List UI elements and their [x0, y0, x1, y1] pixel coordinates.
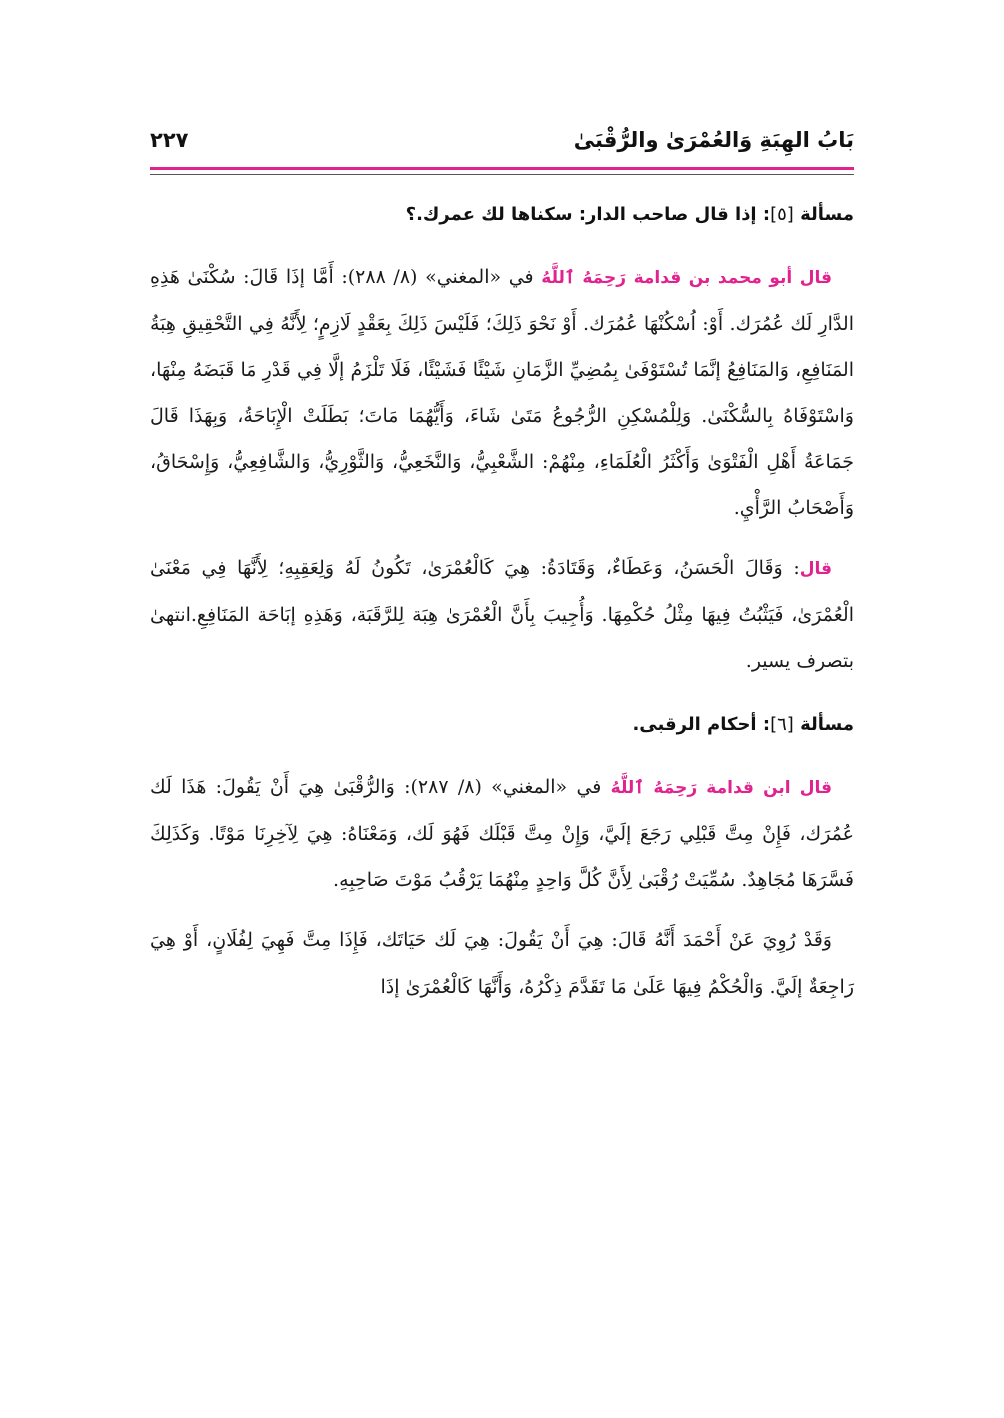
paragraph [150, 764, 854, 903]
paragraph-text: وَقَدْ رُوِيَ عَنْ أَحْمَدَ أَنَّهُ قَالَ: هِيَ أَنْ يَقُولَ: هِيَ لَك حَيَاتَك، فَإِذَا مِتَّ فَهِيَ لِفُلَانٍ، أَوْ هِيَ رَاجِعَةٌ إلَيَّ. وَالْحُكْمُ فِيهَا عَلَىٰ مَا تَقَدَّمَ ذِكْرُهُ، وَأَنَّهَا كَالْعُمْرَىٰ إذَا [150, 929, 854, 998]
question-heading-6 [150, 710, 854, 740]
page-number: ٢٢٧ [150, 128, 189, 152]
paragraph-text: : وَقَالَ الْحَسَنُ، وَعَطَاءٌ، وَقَتَادَةُ: هِيَ كَالْعُمْرَىٰ، تَكُونُ لَهُ وَلِعَقِبِهِ؛ لِأَنَّهَا فِي مَعْنَىٰ الْعُمْرَىٰ، فَيَثْبُتُ فِيهَا مِثْلُ حُكْمِهَا. وَأُجِيبَ بِأَنَّ الْعُمْرَىٰ هِبَة لِلرَّقَبَة، وَهَذِهِ إبَاحَة المَنَافِعِ.انتهىٰ بتصرف يسير. [150, 557, 854, 672]
heading-number: [٦] [770, 714, 794, 735]
question-heading-5 [150, 200, 854, 230]
heading-label: مسألة [800, 714, 854, 735]
paragraph [150, 254, 854, 531]
paragraph-text: في «المغني» (٨/ ٢٨٧): وَالرُّقْبَىٰ هِيَ أَنْ يَقُولَ: هَذَا لَك عُمُرَك، فَإِنْ مِتَّ قَبْلِي رَجَعَ إلَيَّ، وَإِنْ مِتَّ قَبْلَك فَهُوَ لَك، وَمَعْنَاهُ: هِيَ لِآخِرِنَا مَوْتًا. وَكَذَلِكَ فَسَّرَهَا مُجَاهِدٌ. سُمِّيَتْ رُقْبَىٰ لِأَنَّ كُلَّ وَاحِدٍ مِنْهُمَا يَرْقُبُ مَوْتَ صَاحِبِهِ. [150, 776, 854, 891]
heading-number: [٥] [770, 204, 794, 225]
heading-label: مسألة [800, 204, 854, 225]
paragraph-text: في «المغني» (٨/ ٢٨٨): أَمَّا إذَا قَالَ: سُكْنَىٰ هَذِهِ الدَّارِ لَك عُمُرَك. أَوْ: اُسْكُنْهَا عُمُرَك. أَوْ نَحْوَ ذَلِكَ؛ فَلَيْسَ ذَلِكَ بِعَقْدٍ لَازِمٍ؛ لِأَنَّهُ فِي التَّحْقِيقِ هِبَةُ المَنَافِعِ، وَالمَنَافِعُ إنَّمَا تُسْتَوْفَىٰ بِمُضِيِّ الزَّمَانِ شَيْئًا فَشَيْئًا، فَلَا تَلْزَمُ إلَّا فِي قَدْرِ مَا قَبَضَهُ مِنْهَا، وَاسْتَوْفَاهُ بِالسُّكْنَىٰ. وَلِلْمُسْكِنِ الرُّجُوعُ مَتَىٰ شَاءَ، وَأَيُّهُمَا مَاتَ؛ بَطَلَتْ الْإِبَاحَةُ، وَبِهَذَا قَالَ جَمَاعَةُ أَهْلِ الْفَتْوَىٰ وَأَكْثَرُ الْعُلَمَاءِ، مِنْهُمْ: الشَّعْبِيُّ، وَالنَّخَعِيُّ، وَالثَّوْرِيُّ، وَالشَّافِعِيُّ، وَإِسْحَاقُ، وَأَصْحَابُ الرَّأْيِ. [150, 266, 854, 519]
speaker-lead: قال [799, 559, 832, 579]
chapter-title: بَابُ الهِبَةِ وَالعُمْرَىٰ والرُّقْبَىٰ [573, 128, 854, 152]
page-body [150, 200, 854, 1024]
speaker-lead: قال ابن قدامة رَحِمَهُ ٱللَّهُ [610, 778, 832, 798]
heading-text: : أحكام الرقبى. [632, 714, 771, 735]
paragraph [150, 917, 854, 1010]
header-rule-pink [150, 167, 854, 170]
paragraph [150, 545, 854, 684]
heading-text: : إذا قال صاحب الدار: سكناها لك عمرك.؟ [405, 204, 771, 225]
speaker-lead: قال أبو محمد بن قدامة رَحِمَهُ ٱللَّهُ [541, 268, 832, 288]
header-rule-thin [150, 174, 854, 175]
running-header [150, 124, 854, 164]
